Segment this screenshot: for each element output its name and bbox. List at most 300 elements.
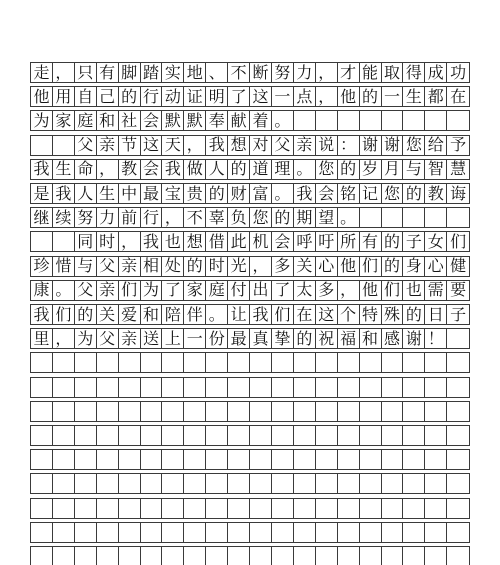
grid-cell — [184, 474, 206, 493]
grid-cell — [360, 426, 382, 445]
grid-cell: 理 — [272, 160, 294, 179]
grid-cell: 与 — [75, 257, 97, 276]
grid-cell: 里 — [31, 329, 53, 348]
grid-cell — [53, 499, 75, 518]
grid-cell: 道 — [250, 160, 272, 179]
grid-cell: 。 — [53, 281, 75, 300]
grid-row — [30, 546, 470, 565]
grid-cell — [75, 499, 97, 518]
grid-cell — [338, 499, 360, 518]
grid-row — [30, 256, 470, 277]
grid-cell: 默 — [184, 111, 206, 130]
grid-cell — [228, 378, 250, 397]
grid-cell — [316, 111, 338, 130]
grid-cell: 了 — [272, 281, 294, 300]
grid-cell: 想 — [228, 136, 250, 155]
grid-cell — [206, 450, 228, 469]
grid-cell — [294, 402, 316, 421]
grid-cell — [53, 136, 75, 155]
grid-cell: 多 — [272, 257, 294, 276]
grid-cell: 只 — [75, 63, 97, 82]
grid-cell — [360, 450, 382, 469]
grid-cell — [184, 353, 206, 372]
grid-cell — [272, 523, 294, 542]
grid-cell — [272, 547, 294, 565]
grid-cell — [97, 474, 119, 493]
grid-row — [30, 159, 470, 180]
grid-cell — [75, 523, 97, 542]
grid-row — [30, 304, 470, 325]
grid-cell — [97, 499, 119, 518]
grid-cell — [53, 426, 75, 445]
grid-cell: 社 — [119, 111, 141, 130]
grid-cell: 我 — [53, 184, 75, 203]
grid-row — [30, 62, 470, 83]
grid-cell: 岁 — [360, 160, 382, 179]
grid-cell — [31, 136, 53, 155]
grid-cell: 明 — [206, 87, 228, 106]
grid-cell — [316, 523, 338, 542]
grid-cell: 上 — [162, 329, 184, 348]
grid-cell — [162, 353, 184, 372]
grid-cell — [53, 402, 75, 421]
grid-cell — [447, 474, 469, 493]
grid-cell: 能 — [360, 63, 382, 82]
grid-cell — [294, 547, 316, 565]
grid-cell — [53, 450, 75, 469]
grid-cell — [403, 474, 425, 493]
grid-cell: 用 — [53, 87, 75, 106]
grid-cell: 您 — [316, 160, 338, 179]
grid-cell — [206, 499, 228, 518]
grid-cell: 最 — [228, 329, 250, 348]
grid-cell: 献 — [228, 111, 250, 130]
grid-cell — [162, 547, 184, 565]
grid-cell — [53, 474, 75, 493]
grid-cell: 多 — [316, 281, 338, 300]
grid-cell — [425, 523, 447, 542]
grid-cell: 机 — [250, 232, 272, 251]
grid-cell: 的 — [382, 232, 404, 251]
grid-cell: 的 — [403, 184, 425, 203]
grid-cell — [447, 523, 469, 542]
grid-cell: 我 — [162, 160, 184, 179]
grid-cell — [97, 402, 119, 421]
grid-cell: 借 — [206, 232, 228, 251]
grid-cell: 呼 — [294, 232, 316, 251]
grid-cell: 行 — [141, 87, 163, 106]
grid-cell — [184, 499, 206, 518]
grid-cell: 努 — [75, 208, 97, 227]
grid-cell: 继 — [31, 208, 53, 227]
grid-cell: 父 — [272, 136, 294, 155]
grid-cell — [75, 547, 97, 565]
grid-cell: 我 — [31, 160, 53, 179]
grid-cell — [425, 111, 447, 130]
grid-cell: 父 — [97, 257, 119, 276]
grid-cell — [206, 378, 228, 397]
grid-cell: 太 — [294, 281, 316, 300]
grid-cell: 特 — [360, 305, 382, 324]
grid-cell: 也 — [403, 281, 425, 300]
grid-cell — [75, 353, 97, 372]
grid-cell: 家 — [184, 281, 206, 300]
grid-cell — [250, 547, 272, 565]
grid-cell — [75, 474, 97, 493]
grid-cell — [75, 450, 97, 469]
grid-cell: 谢 — [403, 329, 425, 348]
grid-cell — [184, 402, 206, 421]
grid-cell: 需 — [425, 281, 447, 300]
grid-cell: 们 — [360, 257, 382, 276]
grid-cell — [447, 450, 469, 469]
grid-cell: 富 — [250, 184, 272, 203]
grid-cell: 挚 — [272, 329, 294, 348]
grid-cell — [119, 378, 141, 397]
grid-cell — [447, 402, 469, 421]
grid-cell — [31, 547, 53, 565]
grid-cell: 庭 — [206, 281, 228, 300]
grid-cell: 最 — [141, 184, 163, 203]
grid-row — [30, 522, 470, 543]
grid-cell — [184, 547, 206, 565]
grid-cell — [31, 499, 53, 518]
grid-cell: 康 — [31, 281, 53, 300]
grid-cell: 铭 — [338, 184, 360, 203]
grid-cell: 亲 — [119, 329, 141, 348]
grid-cell — [162, 523, 184, 542]
grid-cell: ， — [97, 160, 119, 179]
grid-cell: 取 — [382, 63, 404, 82]
grid-cell — [206, 474, 228, 493]
grid-cell: ： — [338, 136, 360, 155]
grid-cell: 父 — [97, 329, 119, 348]
grid-cell: 个 — [338, 305, 360, 324]
grid-cell — [184, 378, 206, 397]
grid-cell: 宝 — [162, 184, 184, 203]
grid-cell: 行 — [141, 208, 163, 227]
grid-cell: 。 — [272, 111, 294, 130]
grid-cell — [316, 474, 338, 493]
grid-cell — [31, 353, 53, 372]
grid-cell — [360, 523, 382, 542]
grid-cell — [403, 111, 425, 130]
grid-cell: 前 — [119, 208, 141, 227]
grid-cell — [250, 499, 272, 518]
grid-cell — [447, 426, 469, 445]
grid-cell: 他 — [338, 257, 360, 276]
grid-cell: 想 — [184, 232, 206, 251]
grid-cell: 祝 — [316, 329, 338, 348]
grid-cell — [425, 208, 447, 227]
grid-cell: 生 — [53, 160, 75, 179]
grid-row — [30, 207, 470, 228]
grid-cell: ， — [250, 257, 272, 276]
grid-cell: 功 — [450, 62, 467, 82]
grid-cell: ， — [316, 87, 338, 106]
grid-cell: 的 — [294, 329, 316, 348]
grid-cell — [206, 547, 228, 565]
grid-cell: 动 — [162, 87, 184, 106]
grid-cell: 他 — [31, 87, 53, 106]
grid-cell — [382, 353, 404, 372]
grid-cell: 我 — [31, 305, 53, 324]
grid-cell: 的 — [272, 208, 294, 227]
grid-cell — [228, 426, 250, 445]
grid-cell — [141, 547, 163, 565]
grid-cell — [338, 353, 360, 372]
grid-cell: 证 — [184, 87, 206, 106]
grid-cell — [294, 499, 316, 518]
grid-cell — [382, 402, 404, 421]
grid-row — [30, 110, 470, 131]
grid-cell: 份 — [206, 329, 228, 348]
grid-cell — [272, 474, 294, 493]
grid-cell — [97, 378, 119, 397]
grid-cell: 感 — [382, 329, 404, 348]
grid-cell: 他 — [338, 87, 360, 106]
grid-cell — [360, 547, 382, 565]
grid-cell — [382, 378, 404, 397]
grid-cell: 慧 — [450, 159, 467, 179]
grid-cell: 了 — [162, 281, 184, 300]
grid-cell: 同 — [75, 232, 97, 251]
grid-cell — [206, 402, 228, 421]
grid-cell: 我 — [294, 184, 316, 203]
grid-cell — [316, 426, 338, 445]
grid-cell — [141, 499, 163, 518]
grid-cell — [403, 499, 425, 518]
grid-cell: 。 — [272, 184, 294, 203]
grid-cell — [53, 353, 75, 372]
grid-cell: 的 — [382, 257, 404, 276]
grid-cell: 负 — [228, 208, 250, 227]
grid-cell — [382, 474, 404, 493]
grid-cell — [272, 353, 294, 372]
grid-cell: 真 — [250, 329, 272, 348]
grid-cell — [250, 402, 272, 421]
grid-row — [30, 135, 470, 156]
grid-cell — [250, 523, 272, 542]
grid-cell — [53, 232, 75, 251]
grid-cell — [382, 523, 404, 542]
grid-cell — [338, 111, 360, 130]
grid-cell — [447, 111, 469, 130]
grid-cell: 命 — [75, 160, 97, 179]
grid-cell — [184, 523, 206, 542]
grid-cell: 这 — [141, 136, 163, 155]
grid-cell — [360, 353, 382, 372]
grid-cell: 贵 — [184, 184, 206, 203]
grid-cell — [360, 474, 382, 493]
grid-cell — [272, 426, 294, 445]
grid-cell — [31, 523, 53, 542]
grid-cell: 月 — [382, 160, 404, 179]
grid-cell: 力 — [294, 63, 316, 82]
grid-cell — [97, 523, 119, 542]
grid-cell: 殊 — [382, 305, 404, 324]
grid-cell: 父 — [75, 136, 97, 155]
grid-cell: 默 — [162, 111, 184, 130]
grid-cell: 陪 — [162, 305, 184, 324]
grid-cell — [31, 232, 53, 251]
grid-row — [30, 183, 470, 204]
grid-cell — [141, 353, 163, 372]
grid-cell — [403, 450, 425, 469]
grid-cell — [272, 499, 294, 518]
grid-cell: 您 — [403, 136, 425, 155]
grid-cell: 诲 — [450, 183, 467, 203]
grid-cell: 亲 — [119, 257, 141, 276]
grid-cell: 这 — [250, 87, 272, 106]
grid-cell: 为 — [31, 111, 53, 130]
grid-cell: 和 — [97, 111, 119, 130]
grid-cell: 奉 — [206, 111, 228, 130]
grid-cell: 家 — [53, 111, 75, 130]
grid-cell: 成 — [425, 63, 447, 82]
grid-cell — [425, 450, 447, 469]
grid-cell: 一 — [184, 329, 206, 348]
grid-cell: 光 — [228, 257, 250, 276]
grid-cell: 踏 — [141, 63, 163, 82]
grid-cell — [272, 402, 294, 421]
grid-cell — [425, 353, 447, 372]
grid-cell: 予 — [450, 135, 467, 155]
grid-row — [30, 449, 470, 470]
grid-cell — [250, 450, 272, 469]
grid-cell: ！ — [425, 329, 447, 348]
grid-row — [30, 473, 470, 494]
grid-cell — [31, 402, 53, 421]
grid-cell: 的 — [360, 87, 382, 106]
grid-cell: 要 — [450, 280, 467, 300]
grid-cell: ， — [53, 63, 75, 82]
grid-cell: 断 — [250, 63, 272, 82]
grid-cell — [119, 426, 141, 445]
grid-cell: 、 — [206, 63, 228, 82]
grid-cell: 有 — [97, 63, 119, 82]
grid-cell: 付 — [228, 281, 250, 300]
grid-cell: 们 — [119, 281, 141, 300]
grid-cell: 亲 — [97, 281, 119, 300]
grid-cell: 在 — [294, 305, 316, 324]
grid-cell: 父 — [75, 281, 97, 300]
grid-cell: 不 — [184, 208, 206, 227]
grid-cell — [228, 474, 250, 493]
grid-cell: 我 — [206, 136, 228, 155]
grid-cell — [316, 402, 338, 421]
grid-cell — [53, 378, 75, 397]
grid-cell: 生 — [403, 87, 425, 106]
grid-cell — [382, 499, 404, 518]
grid-cell — [403, 208, 425, 227]
grid-cell — [184, 450, 206, 469]
grid-cell: 己 — [97, 87, 119, 106]
grid-cell — [294, 378, 316, 397]
grid-cell: 会 — [272, 232, 294, 251]
grid-cell — [162, 402, 184, 421]
grid-cell: 望 — [316, 208, 338, 227]
composition-grid-paper — [30, 62, 470, 565]
grid-cell — [31, 378, 53, 397]
grid-cell — [141, 523, 163, 542]
grid-cell: 会 — [141, 160, 163, 179]
grid-cell: 所 — [338, 232, 360, 251]
grid-cell — [447, 208, 469, 227]
grid-cell: 的 — [403, 305, 425, 324]
grid-cell — [382, 426, 404, 445]
grid-cell: 为 — [75, 329, 97, 348]
grid-cell: 了 — [228, 87, 250, 106]
grid-cell — [228, 547, 250, 565]
grid-cell — [403, 402, 425, 421]
grid-cell: 做 — [184, 160, 206, 179]
grid-cell: 生 — [97, 184, 119, 203]
grid-cell — [425, 402, 447, 421]
grid-cell — [316, 353, 338, 372]
grid-cell: 出 — [250, 281, 272, 300]
grid-cell: 教 — [119, 160, 141, 179]
grid-cell — [228, 402, 250, 421]
grid-row — [30, 328, 470, 349]
grid-cell: 的 — [228, 160, 250, 179]
grid-cell — [338, 474, 360, 493]
grid-cell: 与 — [403, 160, 425, 179]
grid-row — [30, 352, 470, 373]
grid-cell — [141, 378, 163, 397]
grid-cell — [316, 499, 338, 518]
grid-cell: 心 — [425, 257, 447, 276]
grid-cell: ， — [316, 63, 338, 82]
grid-cell — [141, 402, 163, 421]
grid-cell: 自 — [75, 87, 97, 106]
grid-cell: 时 — [206, 257, 228, 276]
grid-cell — [338, 402, 360, 421]
grid-cell — [272, 378, 294, 397]
grid-cell: 中 — [119, 184, 141, 203]
grid-cell: 期 — [294, 208, 316, 227]
grid-cell: 此 — [228, 232, 250, 251]
grid-cell: 都 — [425, 87, 447, 106]
grid-cell — [338, 547, 360, 565]
grid-cell: 给 — [425, 136, 447, 155]
grid-cell: 人 — [75, 184, 97, 203]
grid-cell: 一 — [382, 87, 404, 106]
grid-cell — [162, 426, 184, 445]
grid-cell: 亲 — [97, 136, 119, 155]
grid-cell — [206, 426, 228, 445]
grid-cell: 谢 — [382, 136, 404, 155]
grid-cell — [75, 402, 97, 421]
grid-cell: 的 — [206, 184, 228, 203]
grid-cell: 努 — [272, 63, 294, 82]
grid-cell: 的 — [119, 87, 141, 106]
grid-cell: 一 — [272, 87, 294, 106]
grid-cell: 福 — [338, 329, 360, 348]
grid-cell — [360, 111, 382, 130]
grid-cell: 是 — [31, 184, 53, 203]
grid-cell — [250, 474, 272, 493]
grid-cell — [272, 450, 294, 469]
grid-cell: 得 — [403, 63, 425, 82]
grid-cell — [425, 474, 447, 493]
grid-cell — [338, 523, 360, 542]
grid-cell: 天 — [162, 136, 184, 155]
grid-cell: 的 — [75, 305, 97, 324]
grid-cell: 您 — [382, 184, 404, 203]
grid-cell: 送 — [141, 329, 163, 348]
grid-cell — [294, 523, 316, 542]
